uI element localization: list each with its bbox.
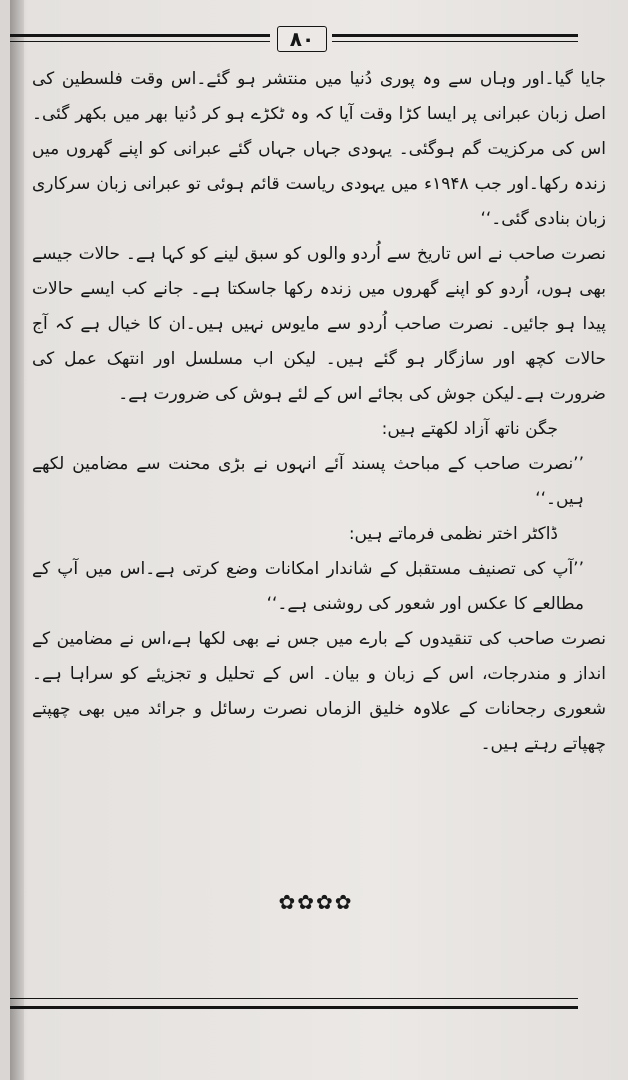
paragraph-5: نصرت صاحب کی تنقیدوں کے بارے میں جس نے بھی لکھا ہے،اس نے مضامین کے انداز و مندرجات، اس کے زبان و بیان۔ اس کے تحلیل و تجزیئے کو سراہا ہے۔ شعوری رجحانات کے علاوہ خلیق الزماں نصرت رسائل و جرائد میں بھی چھپتے چھپاتے رہتے ہیں۔ bbox=[32, 629, 606, 754]
quote-1: ’’نصرت صاحب کے مباحث پسند آئے انہوں نے بڑی محنت سے مضامین لکھے ہیں۔‘‘ bbox=[32, 454, 584, 509]
top-rule-thick-right bbox=[332, 34, 578, 37]
paragraph-4: ڈاکٹر اختر نظمی فرماتے ہیں: bbox=[348, 524, 558, 544]
page-body-text bbox=[32, 62, 606, 762]
paragraph-2: نصرت صاحب نے اس تاریخ سے اُردو والوں کو سبق لینے کو کہا ہے۔ حالات جیسے بھی ہوں، اُردو کو اپنے گھروں میں زندہ رکھا جاسکتا ہے۔ جانے کب ایسے حالات پیدا ہو جائیں۔ نصرت صاحب اُردو سے مایوس نہیں ہیں۔ان کا خیال ہے کہ آج حالات کچھ اور سازگار ہو گئے ہیں۔ لیکن اب مسلسل اور انتھک عمل کی ضرورت ہے۔لیکن جوش کی بجائے اس کے لئے ہوش کی ضرورت ہے۔ bbox=[32, 244, 606, 404]
top-rule-thin-right bbox=[332, 41, 578, 42]
paragraph-1: جایا گیا۔اور وہاں سے وہ پوری دُنیا میں منتشر ہو گئے۔اس وقت فلسطین کی اصل زبان عبرانی پر ایسا کڑا وقت آیا کہ وہ ٹکڑے ہو کر دُنیا بھر میں بکھر گئی۔ اس کی مرکزیت گم ہوگئی۔ یہودی جہاں جہاں گئے عبرانی کو اپنے گھروں میں زندہ رکھا۔اور جب ۱۹۴۸ء میں یہودی ریاست قائم ہوئی تو عبرانی زبان سرکاری زبان بنادی گئی۔‘‘ bbox=[32, 69, 606, 229]
book-page bbox=[10, 0, 628, 1080]
bottom-rule-thin bbox=[10, 998, 578, 999]
top-rule-thin bbox=[10, 41, 270, 42]
section-end-ornament: ✿✿✿✿ bbox=[278, 890, 354, 914]
page-number: ۸۰ bbox=[277, 26, 327, 52]
binding-shadow bbox=[10, 0, 24, 1080]
quote-2: ’’آپ کی تصنیف مستقبل کے شاندار امکانات وضع کرتی ہے۔اس میں آپ کے مطالعے کا عکس اور شعور کی روشنی ہے۔‘‘ bbox=[32, 559, 584, 614]
paragraph-3: جگن ناتھ آزاد لکھتے ہیں: bbox=[381, 419, 558, 439]
bottom-rule-thick bbox=[10, 1006, 578, 1009]
top-rule-thick bbox=[10, 34, 270, 37]
